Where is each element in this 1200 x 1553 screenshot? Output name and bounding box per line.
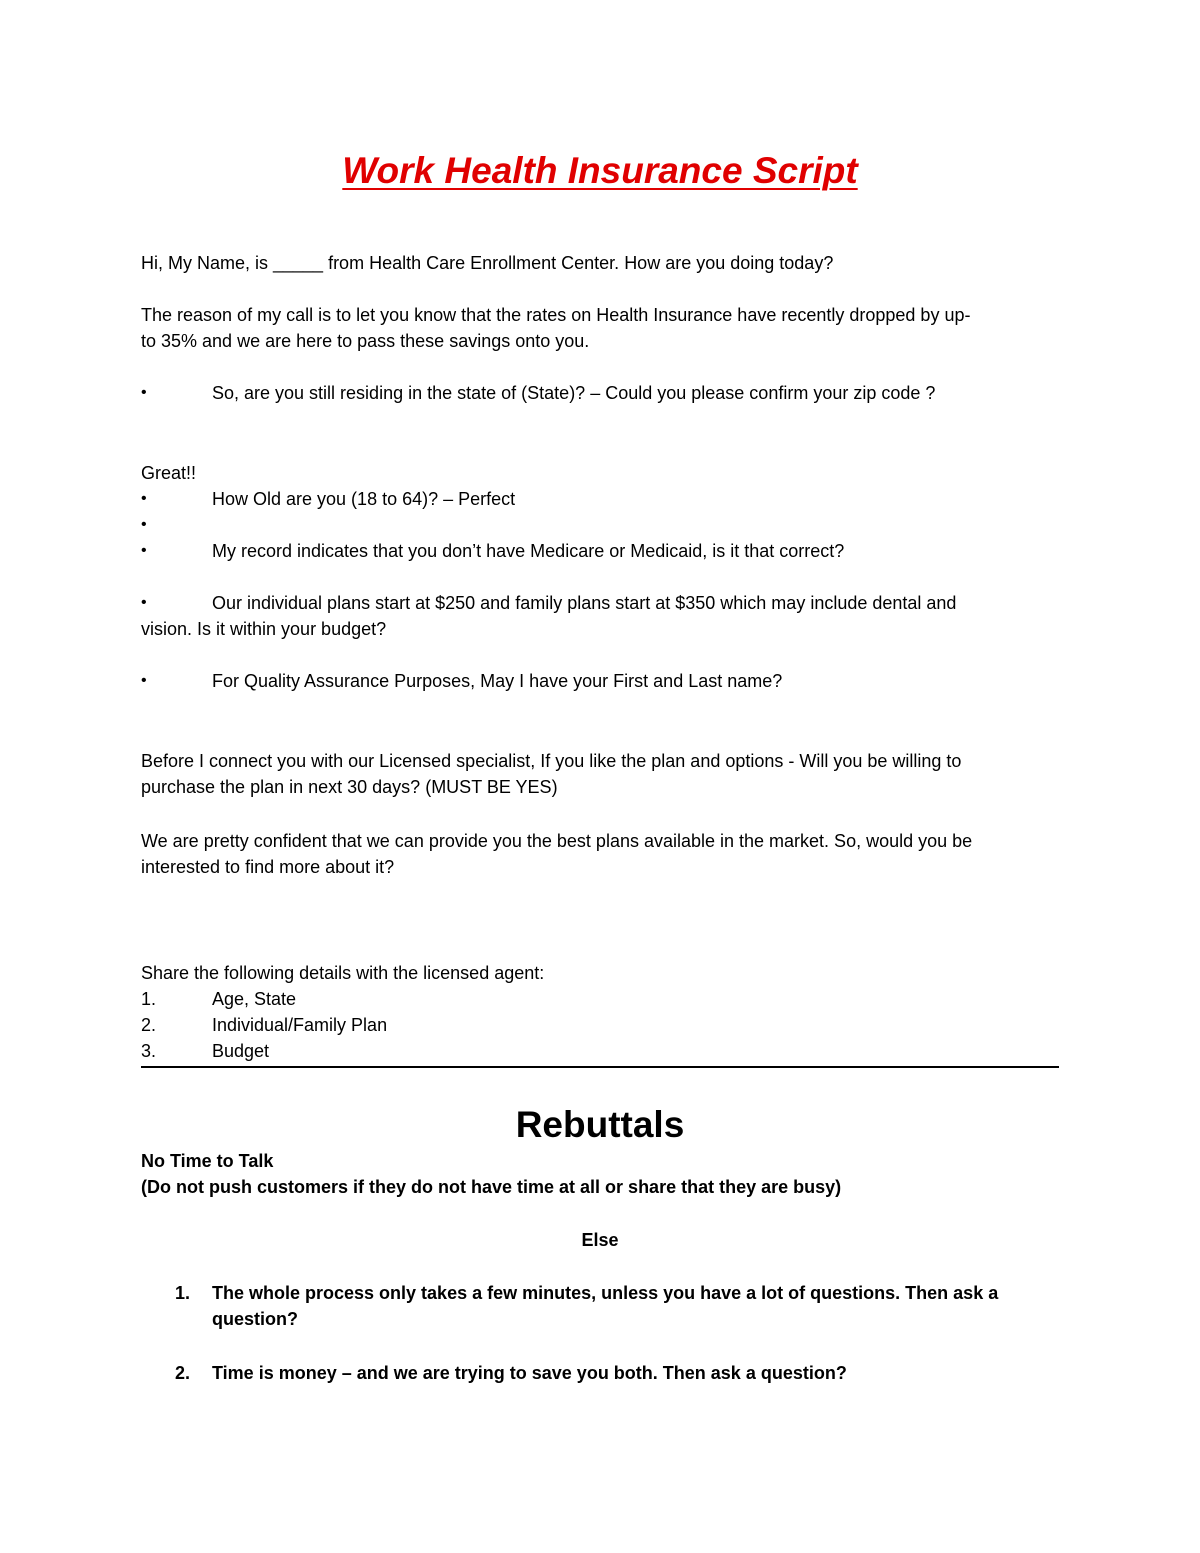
share-list-item: [0, 986, 1200, 1012]
bullet-icon: •: [141, 490, 147, 507]
bullet-text: My record indicates that you don’t have Medicare or Medicaid, is it that correct?: [212, 541, 845, 561]
bullet-item-empty: [0, 512, 1200, 538]
bullet-icon: •: [141, 672, 147, 689]
reason-line-1: The reason of my call is to let you know that the rates on Health Insurance have recently dropped by up-: [141, 305, 971, 325]
list-number: 1.: [175, 1283, 191, 1303]
rebuttals-heading: Rebuttals: [515, 1104, 685, 1145]
rebuttal-text: Time is money – and we are trying to save you both. Then ask a question?: [212, 1363, 847, 1383]
list-text: Budget: [212, 1041, 270, 1061]
bullet-text: Our individual plans start at $250 and family plans start at $350 which may include dental and: [212, 593, 957, 613]
rebuttal-item: [0, 1280, 1200, 1306]
no-time-title: No Time to Talk: [141, 1151, 274, 1171]
share-heading: Share the following details with the licensed agent:: [141, 963, 545, 983]
list-number: 2.: [175, 1363, 191, 1383]
great-line: Great!!: [141, 463, 197, 483]
list-number: 3.: [141, 1041, 157, 1061]
before-line-1: Before I connect you with our Licensed specialist, If you like the plan and options - Will you be willing to: [141, 751, 962, 771]
list-number: 1.: [141, 989, 157, 1009]
bullet-item-plans: [0, 590, 1200, 616]
bullet-item-medicare: [0, 538, 1200, 564]
bullet-text: For Quality Assurance Purposes, May I have your First and Last name?: [212, 671, 783, 691]
bullet-icon: •: [141, 516, 147, 533]
share-list-item: [0, 1012, 1200, 1038]
list-text: Age, State: [212, 989, 297, 1009]
share-list-item: [0, 1038, 1200, 1064]
else-label: Else: [581, 1230, 619, 1250]
list-number: 2.: [141, 1015, 157, 1035]
section-divider: [141, 1066, 1059, 1068]
reason-line-2: to 35% and we are here to pass these savings onto you.: [141, 331, 590, 351]
list-text: Individual/Family Plan: [212, 1015, 388, 1035]
bullet-item-state: [0, 380, 1200, 406]
rebuttal-text-continued: question?: [212, 1309, 298, 1329]
bullet-item-age: [0, 486, 1200, 512]
page-title: Work Health Insurance Script: [342, 150, 858, 191]
bullet-icon: •: [141, 384, 147, 401]
plans-line-2: vision. Is it within your budget?: [141, 619, 387, 639]
intro-line: Hi, My Name, is _____ from Health Care Enrollment Center. How are you doing today?: [141, 253, 834, 273]
confident-line-1: We are pretty confident that we can provide you the best plans available in the market. So, would you be: [141, 831, 973, 851]
bullet-text: How Old are you (18 to 64)? – Perfect: [212, 489, 516, 509]
bullet-text: So, are you still residing in the state of (State)? – Could you please confirm your zip code ?: [212, 383, 936, 403]
bullet-icon: •: [141, 594, 147, 611]
before-line-2: purchase the plan in next 30 days? (MUST BE YES): [141, 777, 558, 797]
bullet-item-name: [0, 668, 1200, 694]
confident-line-2: interested to find more about it?: [141, 857, 395, 877]
rebuttal-item: [0, 1360, 1200, 1386]
rebuttal-text: The whole process only takes a few minutes, unless you have a lot of questions. Then ask a: [212, 1283, 999, 1303]
no-time-note: (Do not push customers if they do not have time at all or share that they are busy): [141, 1177, 842, 1197]
bullet-icon: •: [141, 542, 147, 559]
